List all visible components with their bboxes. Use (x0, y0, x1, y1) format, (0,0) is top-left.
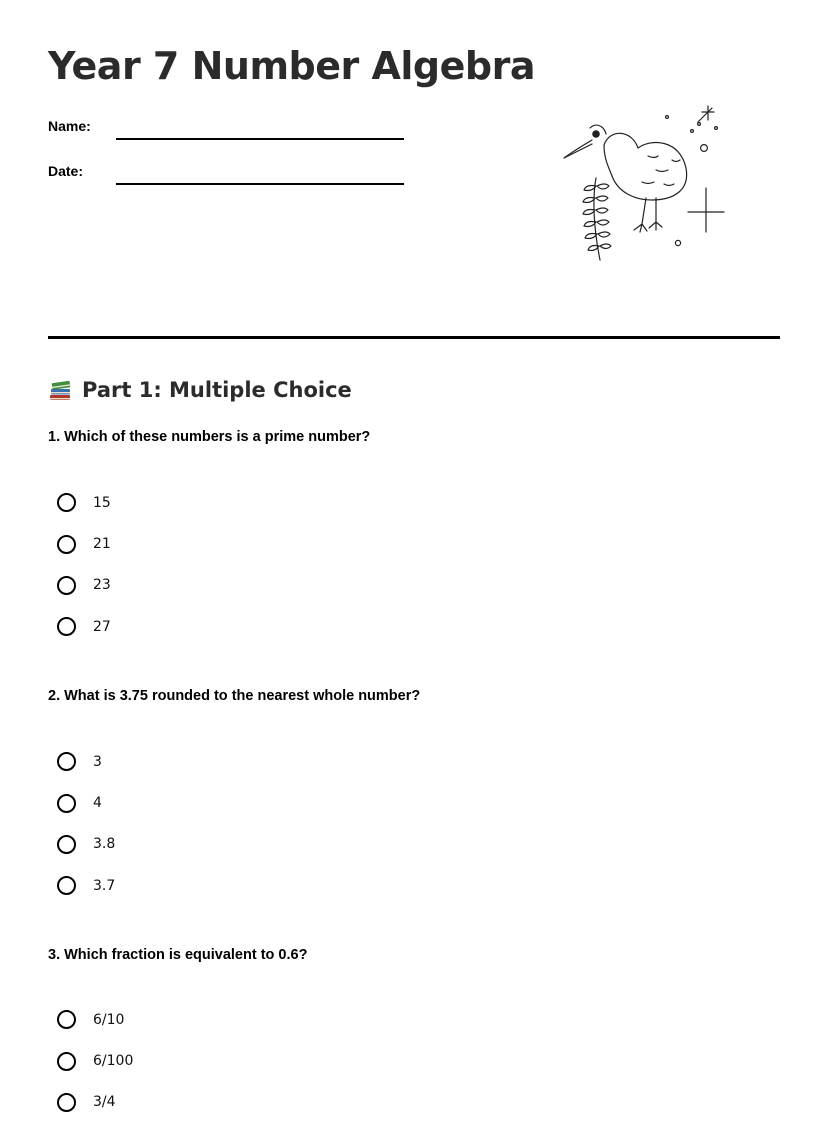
section-heading (48, 374, 352, 406)
radio-button[interactable] (57, 1052, 76, 1071)
radio-button[interactable] (57, 876, 76, 895)
radio-button[interactable] (57, 576, 76, 595)
radio-button[interactable] (57, 493, 76, 512)
option-15[interactable] (57, 482, 111, 523)
radio-button[interactable] (57, 1093, 76, 1112)
radio-button[interactable] (57, 1010, 76, 1029)
option-21[interactable] (57, 523, 111, 564)
option-3-8[interactable] (57, 824, 115, 865)
name-input-line[interactable] (116, 138, 404, 140)
option-3-4[interactable] (57, 1082, 133, 1123)
option-27[interactable] (57, 606, 111, 647)
option-6-10[interactable] (57, 999, 133, 1040)
radio-button[interactable] (57, 835, 76, 854)
question-3: 3. Which fraction is equivalent to 0.6? (48, 947, 308, 963)
option-6-100[interactable] (57, 1040, 133, 1081)
option-label: 3.8 (93, 836, 116, 853)
question-2-options (57, 741, 115, 907)
radio-button[interactable] (57, 617, 76, 636)
option-label: 23 (93, 577, 111, 594)
option-label: 15 (93, 494, 111, 511)
question-2: 2. What is 3.75 rounded to the nearest whole number? (48, 688, 421, 704)
name-label: Name: (48, 118, 91, 134)
question-3-options (57, 999, 133, 1123)
page-title: Year 7 Number Algebra (48, 44, 535, 88)
option-label: 6/100 (93, 1053, 134, 1070)
date-input-line[interactable] (116, 183, 404, 185)
radio-button[interactable] (57, 535, 76, 554)
date-label: Date: (48, 163, 84, 179)
option-23[interactable] (57, 565, 111, 606)
option-label: 4 (93, 795, 102, 812)
option-label: 6/10 (93, 1011, 125, 1028)
question-1-options (57, 482, 111, 648)
section-title: Part 1: Multiple Choice (82, 378, 352, 402)
option-3[interactable] (57, 741, 115, 782)
option-3-7[interactable] (57, 865, 115, 906)
option-label: 3.7 (93, 877, 116, 894)
option-label: 3/4 (93, 1094, 116, 1111)
kiwi-bird-illustration (552, 100, 737, 270)
question-1: 1. Which of these numbers is a prime number? (48, 429, 371, 445)
section-divider (48, 336, 780, 339)
radio-button[interactable] (57, 794, 76, 813)
books-icon (48, 377, 74, 403)
option-4[interactable] (57, 782, 115, 823)
option-label: 27 (93, 618, 111, 635)
option-label: 21 (93, 536, 111, 553)
option-label: 3 (93, 753, 102, 770)
radio-button[interactable] (57, 752, 76, 771)
